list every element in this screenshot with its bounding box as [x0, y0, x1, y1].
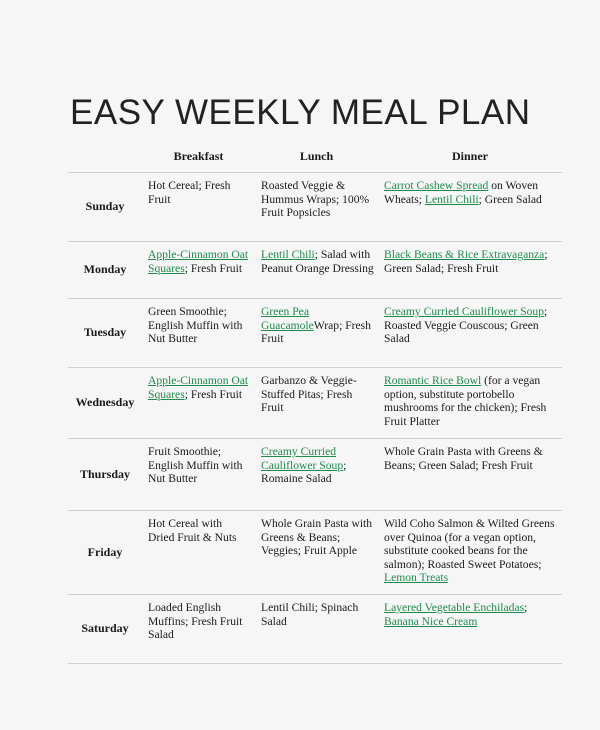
- breakfast-cell: [142, 595, 255, 664]
- recipe-link[interactable]: Creamy Curried Cauliflower Soup: [261, 445, 344, 472]
- meal-text: Whole Grain Pasta with Greens & Beans; Veggies; Fruit Apple: [261, 517, 373, 558]
- meal-text: ; Fresh Fruit: [184, 387, 243, 401]
- day-label: Friday: [87, 544, 123, 559]
- header-lunch: Lunch: [299, 149, 334, 164]
- lunch-cell: [255, 595, 378, 664]
- recipe-link[interactable]: Layered Vegetable Enchiladas: [384, 601, 525, 614]
- lunch-cell: [255, 242, 378, 299]
- breakfast-cell: [142, 368, 255, 439]
- dinner-cell: [378, 439, 562, 511]
- recipe-link[interactable]: Romantic Rice Bowl: [384, 374, 482, 387]
- day-label: Saturday: [81, 621, 129, 636]
- lunch-cell: [255, 173, 378, 242]
- meal-text: ; Romaine Salad: [261, 458, 347, 486]
- page-title: EASY WEEKLY MEAL PLAN: [70, 93, 531, 133]
- meal-row-friday: [68, 511, 562, 595]
- lunch-cell: [255, 299, 378, 368]
- recipe-link[interactable]: Banana Nice Cream: [384, 614, 478, 628]
- header-row: [68, 142, 562, 173]
- lunch-cell: [255, 368, 378, 439]
- recipe-link[interactable]: Carrot Cashew Spread: [384, 179, 489, 192]
- meal-row-thursday: [68, 439, 562, 511]
- meal-row-sunday: [68, 173, 562, 242]
- breakfast-cell: [142, 511, 255, 595]
- recipe-link[interactable]: Lentil Chili: [261, 248, 315, 261]
- meal-row-tuesday: [68, 299, 562, 368]
- header-day: [68, 142, 142, 173]
- meal-text: ; Roasted Veggie Couscous; Green Salad: [384, 305, 548, 346]
- breakfast-cell: [142, 173, 255, 242]
- meal-text: Lentil Chili; Spinach Salad: [261, 601, 359, 628]
- breakfast-cell: [142, 242, 255, 299]
- meal-text: ; Green Salad; Fresh Fruit: [384, 248, 548, 275]
- meal-text: ;: [524, 601, 528, 614]
- breakfast-cell: [142, 299, 255, 368]
- day-label: Thursday: [79, 466, 131, 481]
- meal-text: Roasted Veggie & Hummus Wraps; 100% Fruit Popsicles: [261, 179, 370, 220]
- meal-text: on Woven Wheats;: [384, 179, 539, 206]
- meal-text: Wrap; Fresh Fruit: [261, 318, 371, 346]
- meal-row-monday: [68, 242, 562, 299]
- meal-text: Fruit Smoothie; English Muffin with Nut Butter: [148, 445, 243, 486]
- meal-text: Green Smoothie; English Muffin with Nut Butter: [148, 305, 243, 346]
- meal-text: Wild Coho Salmon & Wilted Greens over Quinoa (for a vegan option, substitute cooked beans for the salmon); Roasted Sweet Potatoes;: [384, 517, 555, 571]
- lunch-cell: [255, 439, 378, 511]
- header-dinner: Dinner: [452, 149, 488, 164]
- meal-text: Whole Grain Pasta with Greens & Beans; Green Salad; Fresh Fruit: [384, 445, 543, 472]
- meal-text: Hot Cereal with Dried Fruit & Nuts: [148, 517, 237, 544]
- day-label: Monday: [83, 262, 127, 277]
- recipe-link[interactable]: Apple-Cinnamon Oat Squares: [148, 248, 249, 275]
- meal-plan-table: [68, 142, 562, 664]
- meal-text: ; Green Salad: [478, 192, 542, 206]
- meal-text: Hot Cereal; Fresh Fruit: [148, 179, 231, 206]
- recipe-link[interactable]: Green Pea Guacamole: [261, 305, 314, 332]
- recipe-link[interactable]: Apple-Cinnamon Oat Squares: [148, 374, 249, 401]
- lunch-cell: [255, 511, 378, 595]
- meal-text: ; Fresh Fruit: [184, 261, 243, 275]
- meal-text: ; Salad with Peanut Orange Dressing: [261, 248, 374, 275]
- recipe-link[interactable]: Black Beans & Rice Extravaganza: [384, 248, 545, 261]
- meal-text: Loaded English Muffins; Fresh Fruit Salad: [148, 601, 243, 642]
- day-label: Sunday: [85, 199, 125, 214]
- meal-text: Garbanzo & Veggie-Stuffed Pitas; Fresh Fruit: [261, 374, 357, 415]
- dinner-cell: [378, 595, 562, 664]
- meal-row-saturday: [68, 595, 562, 664]
- dinner-cell: [378, 511, 562, 595]
- breakfast-cell: [142, 439, 255, 511]
- day-label: Wednesday: [75, 395, 135, 410]
- recipe-link[interactable]: Lentil Chili: [424, 192, 479, 206]
- dinner-cell: [378, 242, 562, 299]
- recipe-link[interactable]: Creamy Curried Cauliflower Soup: [384, 305, 545, 318]
- dinner-cell: [378, 368, 562, 439]
- recipe-link[interactable]: Lemon Treats: [384, 571, 449, 585]
- dinner-cell: [378, 173, 562, 242]
- meal-text: (for a vegan option, substitute portobello mushrooms for the chicken); Fresh Fruit Platter: [384, 374, 547, 428]
- header-breakfast: Breakfast: [173, 149, 224, 164]
- day-label: Tuesday: [83, 325, 127, 340]
- dinner-cell: [378, 299, 562, 368]
- meal-row-wednesday: [68, 368, 562, 439]
